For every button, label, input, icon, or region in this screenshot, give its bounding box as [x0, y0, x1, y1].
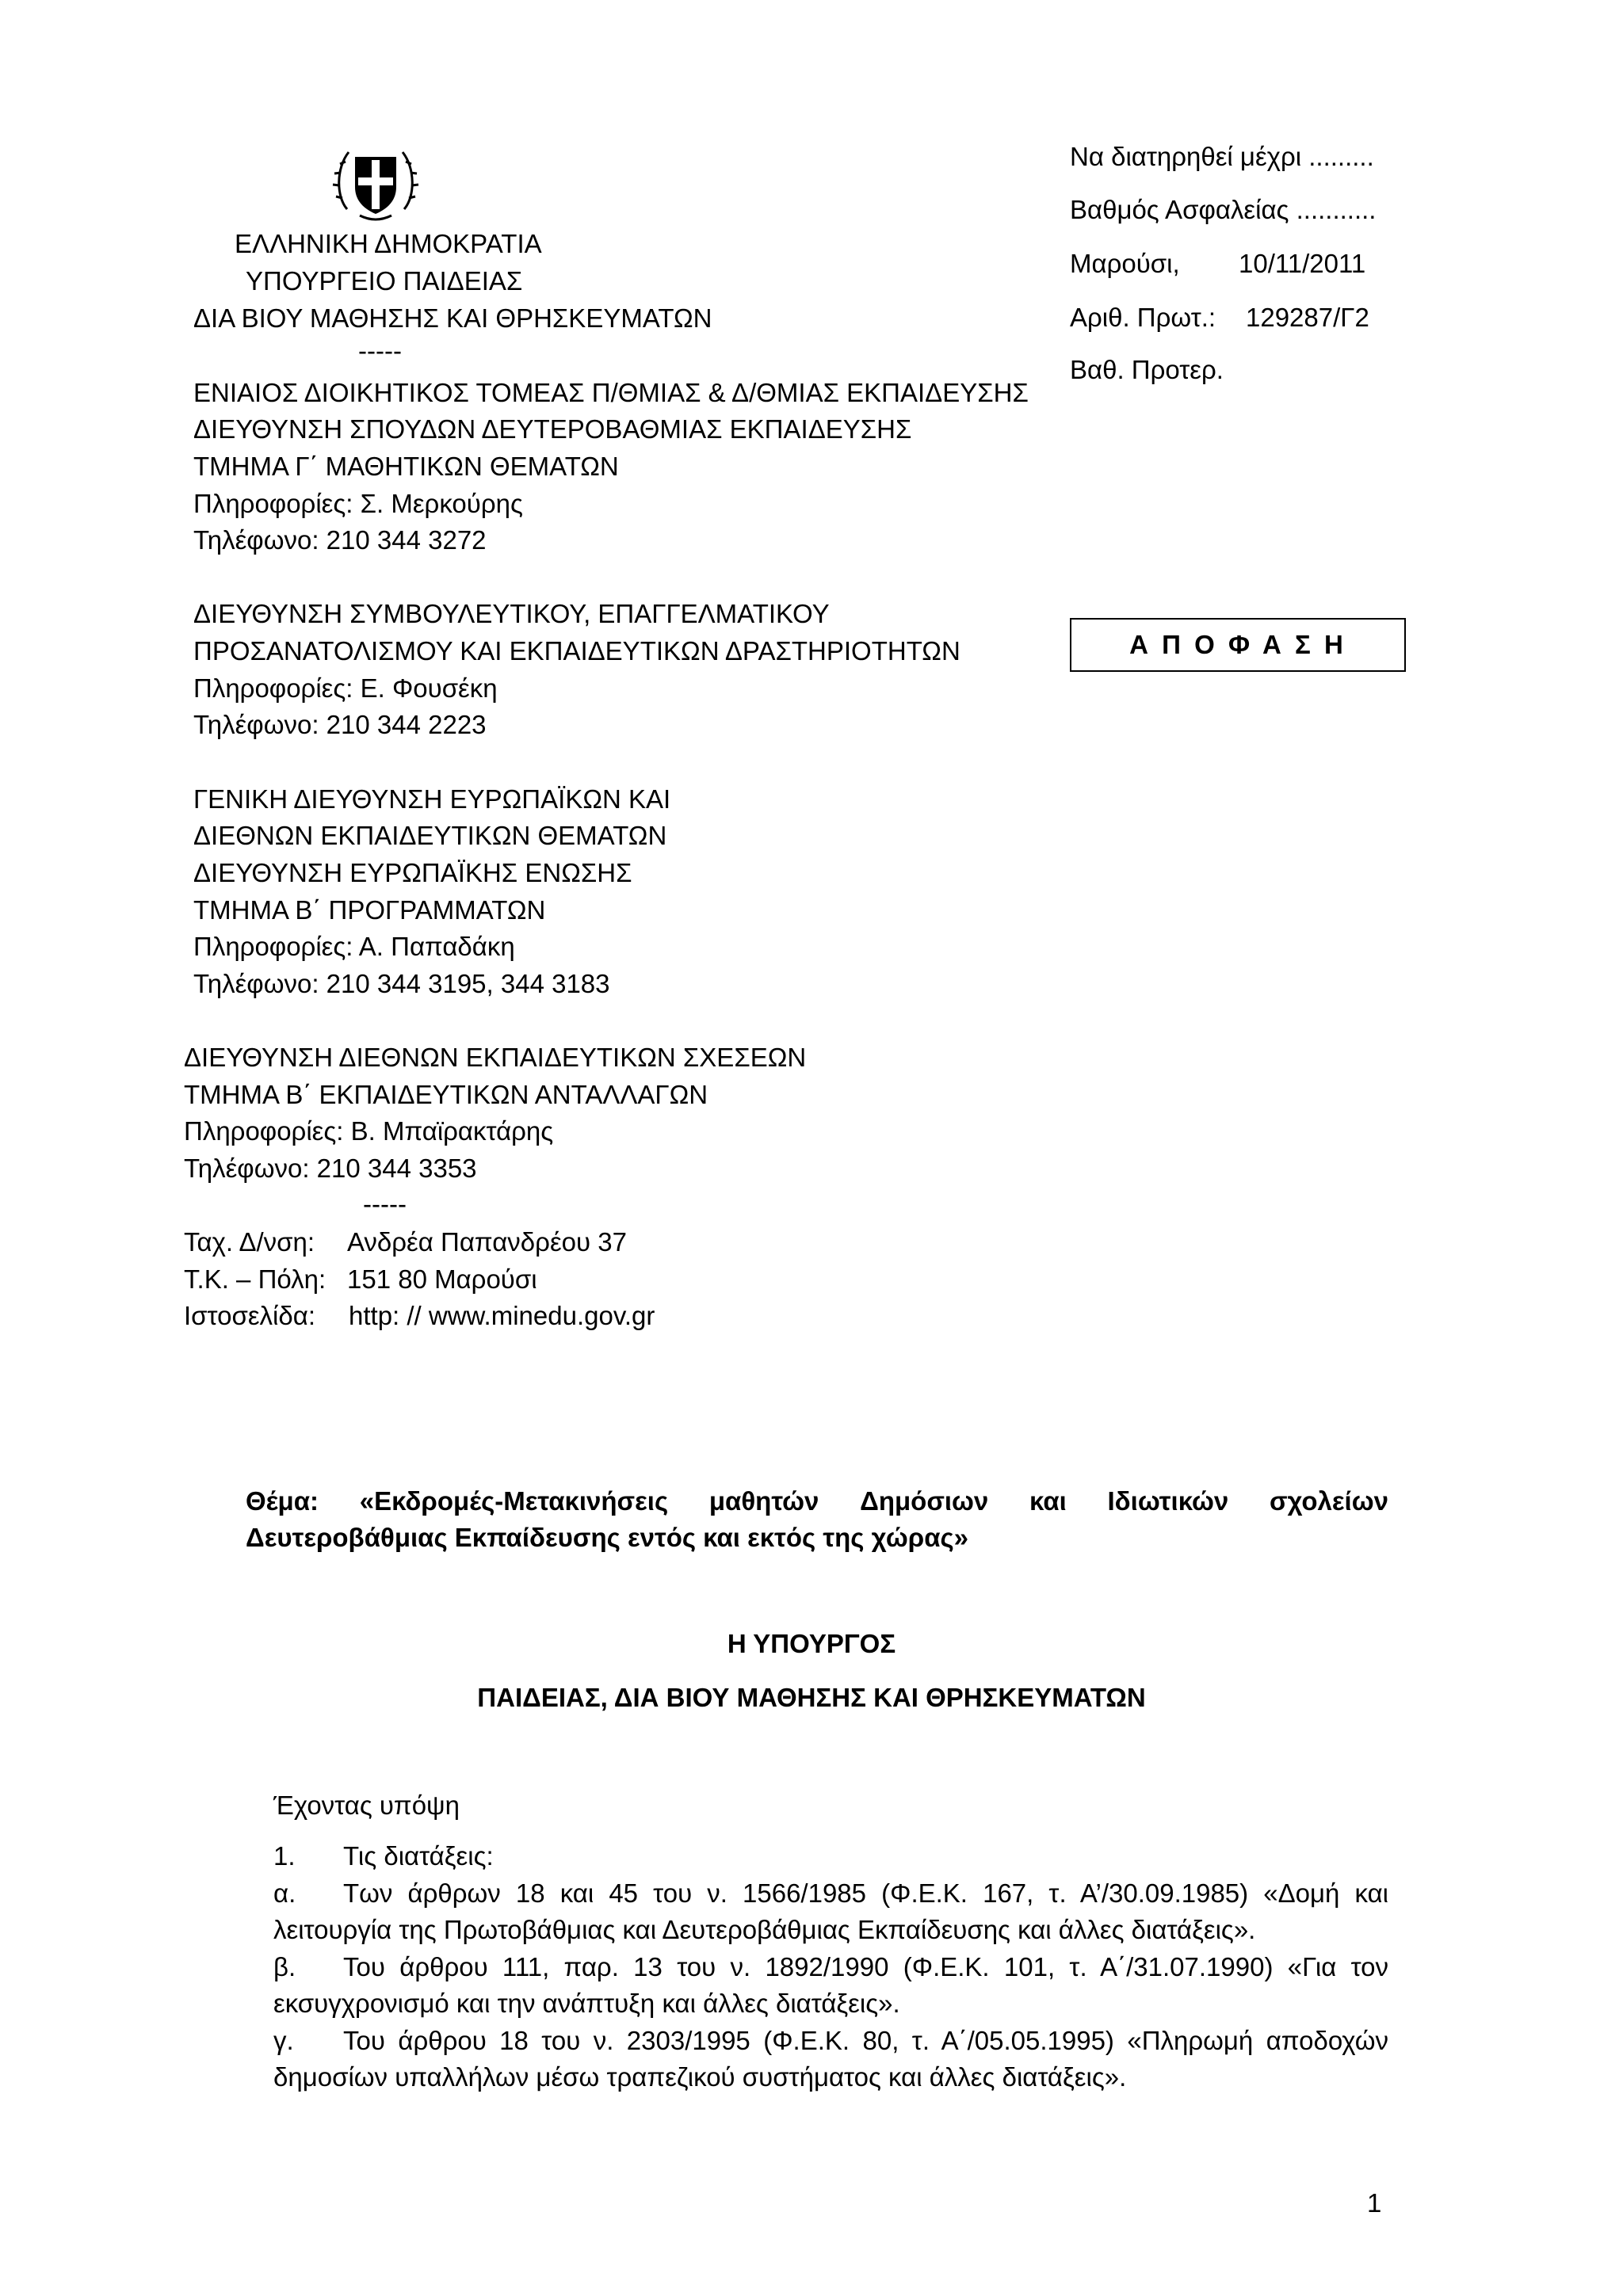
ministry-name: ΥΠΟΥΡΓΕΙΟ ΠΑΙΔΕΙΑΣ: [246, 266, 523, 296]
subject-word: Δημόσιων: [860, 1486, 989, 1516]
subject-word: και: [1029, 1486, 1067, 1516]
block3-phone: Τηλέφωνο: 210 344 3195, 344 3183: [193, 969, 610, 998]
address-street-label: Ταχ. Δ/νση:: [184, 1227, 315, 1257]
address-website-value[interactable]: http: // www.minedu.gov.gr: [349, 1301, 655, 1330]
subject-word: Ιδιωτικών: [1107, 1486, 1229, 1516]
block3-line: ΔΙΕΘΝΩΝ ΕΚΠΑΙΔΕΥΤΙΚΩΝ ΘΕΜΑΤΩΝ: [193, 821, 667, 850]
list-item: [273, 1949, 1388, 1986]
subject-word: μαθητών: [708, 1486, 819, 1516]
block4-line: ΤΜΗΜΑ Β΄ ΕΚΠΑΙΔΕΥΤΙΚΩΝ ΑΝΤΑΛΛΑΓΩΝ: [184, 1080, 708, 1109]
address-postcode-value: 151 80 Μαρούσι: [347, 1264, 537, 1294]
list-item-text-continued: εκσυγχρονισμό και την ανάπτυξη και άλλες διατάξεις».: [273, 1989, 900, 2018]
retention-field: Να διατηρηθεί μέχρι .........: [1070, 142, 1374, 171]
decision-box: Α Π Ο Φ Α Σ Η: [1070, 618, 1406, 672]
greek-coat-of-arms-icon: [331, 136, 420, 225]
minister-title: Η ΥΠΟΥΡΓΟΣ: [727, 1629, 896, 1658]
list-marker: γ.: [273, 2026, 294, 2055]
address-website-label: Ιστοσελίδα:: [184, 1301, 315, 1330]
block1-contact: Πληροφορίες: Σ. Μερκούρης: [193, 489, 523, 518]
block2-contact: Πληροφορίες: Ε. Φουσέκη: [193, 673, 498, 703]
priority-field: Βαθ. Προτερ.: [1070, 355, 1224, 384]
document-date: 10/11/2011: [1239, 249, 1366, 278]
address-postcode-label: Τ.Κ. – Πόλη:: [184, 1264, 327, 1294]
block1-line: ΔΙΕΥΘΥΝΣΗ ΣΠΟΥΔΩΝ ΔΕΥΤΕΡΟΒΑΘΜΙΑΣ ΕΚΠΑΙΔΕΥΣΗΣ: [193, 414, 912, 444]
subject-word: Θέμα:: [246, 1486, 319, 1516]
list-item: [273, 1838, 494, 1875]
block3-line: ΤΜΗΜΑ Β΄ ΠΡΟΓΡΑΜΜΑΤΩΝ: [193, 895, 546, 925]
list-item-text: Του άρθρου 111, παρ. 13 του ν. 1892/1990 (Φ.Ε.Κ. 101, τ. Α΄/31.07.1990) «Για τον: [343, 1952, 1388, 1981]
block3-line: ΓΕΝΙΚΗ ΔΙΕΥΘΥΝΣΗ ΕΥΡΩΠΑΪΚΩΝ ΚΑΙ: [193, 784, 671, 814]
security-level-field: Βαθμός Ασφαλείας ...........: [1070, 195, 1377, 224]
block2-phone: Τηλέφωνο: 210 344 2223: [193, 710, 487, 739]
minister-ministry: ΠΑΙΔΕΙΑΣ, ΔΙΑ ΒΙΟΥ ΜΑΘΗΣΗΣ ΚΑΙ ΘΡΗΣΚΕΥΜΑΤΩΝ: [477, 1683, 1146, 1712]
list-item-text: Του άρθρου 18 του ν. 2303/1995 (Φ.Ε.Κ. 80, τ. Α΄/05.05.1995) «Πληρωμή αποδοχών: [343, 2026, 1388, 2055]
place-label: Μαρούσι,: [1070, 249, 1180, 278]
list-item: [273, 1875, 1388, 1913]
list-item-text: Τις διατάξεις:: [343, 1841, 494, 1871]
protocol-number: 129287/Γ2: [1246, 303, 1369, 332]
subject-word: σχολείων: [1269, 1486, 1388, 1516]
country-name: ΕΛΛΗΝΙΚΗ ΔΗΜΟΚΡΑΤΙΑ: [235, 229, 542, 258]
list-marker: β.: [273, 1952, 296, 1981]
block2-line: ΔΙΕΥΘΥΝΣΗ ΣΥΜΒΟΥΛΕΥΤΙΚΟΥ, ΕΠΑΓΓΕΛΜΑΤΙΚΟΥ: [193, 599, 830, 628]
block1-line: ΤΜΗΜΑ Γ΄ ΜΑΘΗΤΙΚΩΝ ΘΕΜΑΤΩΝ: [193, 452, 619, 481]
block1-phone: Τηλέφωνο: 210 344 3272: [193, 525, 487, 555]
separator: -----: [358, 336, 402, 365]
list-item-text-continued: δημοσίων υπαλλήλων μέσω τραπεζικού συστήματος και άλλες διατάξεις».: [273, 2062, 1127, 2092]
considering-heading: Έχοντας υπόψη: [273, 1791, 460, 1820]
protocol-label: Αριθ. Πρωτ.:: [1070, 303, 1216, 332]
block4-line: ΔΙΕΥΘΥΝΣΗ ΔΙΕΘΝΩΝ ΕΚΠΑΙΔΕΥΤΙΚΩΝ ΣΧΕΣΕΩΝ: [184, 1043, 807, 1072]
subject-line: [246, 1483, 1388, 1520]
block1-line: ΕΝΙΑΙΟΣ ΔΙΟΙΚΗΤΙΚΟΣ ΤΟΜΕΑΣ Π/ΘΜΙΑΣ & Δ/ΘΜΙΑΣ ΕΚΠΑΙΔΕΥΣΗΣ: [193, 378, 1029, 407]
page-number: 1: [1367, 2188, 1382, 2218]
block2-line: ΠΡΟΣΑΝΑΤΟΛΙΣΜΟΥ ΚΑΙ ΕΚΠΑΙΔΕΥΤΙΚΩΝ ΔΡΑΣΤΗΡΙΟΤΗΤΩΝ: [193, 636, 960, 666]
list-item: [273, 2023, 1388, 2060]
subject-word: «Εκδρομές-Μετακινήσεις: [359, 1486, 669, 1516]
block4-contact: Πληροφορίες: Β. Μπαϊρακτάρης: [184, 1116, 554, 1146]
subject-line-continued: Δευτεροβάθμιας Εκπαίδευσης εντός και εκτός της χώρας»: [246, 1523, 968, 1552]
list-item-text-continued: λειτουργία της Πρωτοβάθμιας και Δευτεροβάθμιας Εκπαίδευσης και άλλες διατάξεις».: [273, 1915, 1256, 1944]
address-street-value: Ανδρέα Παπανδρέου 37: [347, 1227, 627, 1257]
list-marker: 1.: [273, 1841, 296, 1871]
block4-phone: Τηλέφωνο: 210 344 3353: [184, 1154, 477, 1183]
block3-line: ΔΙΕΥΘΥΝΣΗ ΕΥΡΩΠΑΪΚΗΣ ΕΝΩΣΗΣ: [193, 858, 632, 887]
separator: -----: [363, 1189, 407, 1219]
block3-contact: Πληροφορίες: Α. Παπαδάκη: [193, 932, 515, 961]
ministry-name-continued: ΔΙΑ ΒΙΟΥ ΜΑΘΗΣΗΣ ΚΑΙ ΘΡΗΣΚΕΥΜΑΤΩΝ: [193, 303, 712, 333]
list-item-text: Των άρθρων 18 και 45 του ν. 1566/1985 (Φ.Ε.Κ. 167, τ. Α’/30.09.1985) «Δομή και: [343, 1878, 1388, 1908]
list-marker: α.: [273, 1878, 296, 1908]
